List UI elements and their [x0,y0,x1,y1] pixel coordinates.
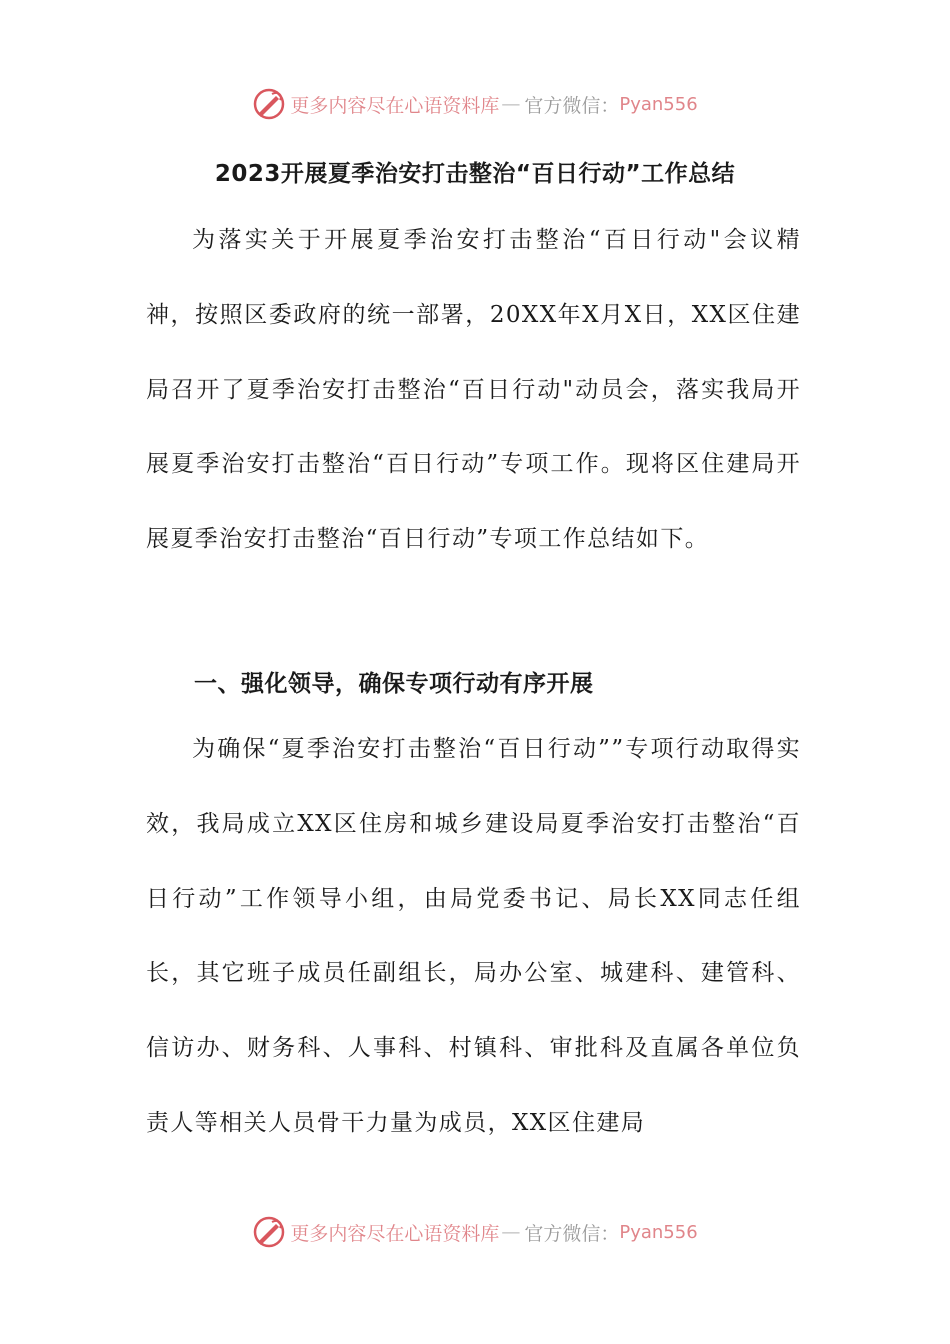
paragraph-intro: 为落实关于开展夏季治安打击整治“百日行动"会议精神，按照区委政府的统一部署，20XX年X月X日，XX区住建局召开了夏季治安打击整治“百日行动"动员会，落实我局开展夏季治安打击整治“百日行动”专项工作。现将区住建局开展夏季治安打击整治“百日行动”专项工作总结如下。 [146,227,801,553]
document-title: 2023开展夏季治安打击整治“百日行动”工作总结 [214,161,736,187]
header-watermark [0,84,950,124]
watermark-wechat-id: Pyan556 [619,93,698,115]
watermark-separator: — [501,1221,521,1243]
pen-logo-icon [252,1215,286,1249]
watermark-text: 更多内容尽在心语资料库 [290,1222,500,1245]
pen-logo-icon [252,87,286,121]
watermark-text: 更多内容尽在心语资料库 [290,94,500,117]
watermark-wechat-label: 官方微信： [524,1222,620,1245]
watermark-wechat-label: 官方微信： [524,94,620,117]
watermark-wechat-id: Pyan556 [619,1221,698,1243]
watermark-separator: — [501,93,521,115]
section-heading-1: 一、强化领导，确保专项行动有序开展 [194,671,594,697]
footer-watermark [0,1212,950,1252]
paragraph-section-1: 为确保“夏季治安打击整治“百日行动””专项行动取得实效，我局成立XX区住房和城乡建设局夏季治安打击整治“百日行动”工作领导小组，由局党委书记、局长XX同志任组长，其它班子成员任副组长，局办公室、城建科、建管科、信访办、财务科、人事科、村镇科、审批科及直属各单位负责人等相关人员骨干力量为成员，XX区住建局 [146,736,801,1136]
